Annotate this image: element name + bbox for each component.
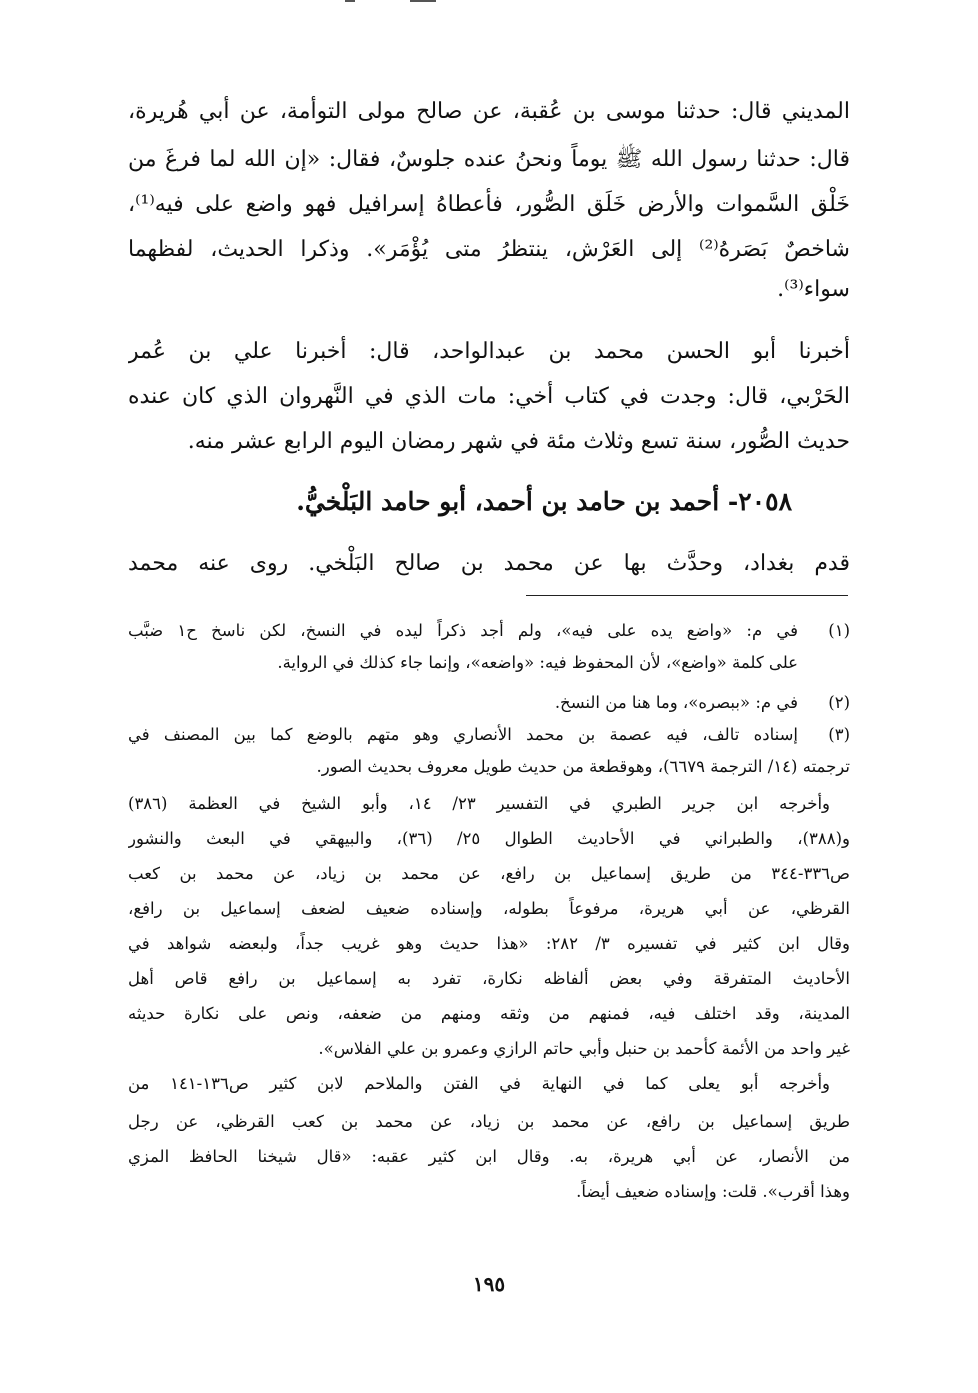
- footnote-line: [128, 998, 850, 1030]
- footnote-line: [128, 687, 850, 719]
- footnote-line: [128, 1176, 850, 1208]
- footnote-line: [128, 1033, 850, 1065]
- footnote-line: [128, 647, 850, 679]
- footnote-text: على كلمة «واضع»، لأن المحفوظ فيه: «واضعه»، وإنما جاء كذلك في الرواية.: [277, 653, 798, 672]
- footnote-text: ترجمته (١٤/ الترجمة ٦٦٧٩)، وهوقطعة من حديث طويل معروف بحديث الصور.: [316, 757, 850, 776]
- footnote-text: وأخرجه أبو يعلى كما في النهاية في الفتن والملاحم لابن كثير ص١٣٦-١٤١ من: [128, 1074, 830, 1093]
- scan-mark: [345, 0, 355, 2]
- footnote-line: [128, 615, 850, 647]
- footnote-text: وهذا أقرب». قلت: وإسناده ضعيف أيضاً.: [576, 1182, 850, 1201]
- footnote-line: [128, 858, 850, 890]
- footnote-text: المدينة، وقد اختلف فيه، فمنهم من وثقه ومنهم من ضعفه، ونص على نكارة حديثه: [128, 1004, 850, 1023]
- footnote-text: غير واحد من الأئمة كأحمد بن حنبل وأبي حاتم الرازي وعمرو بن علي الفلاس».: [318, 1039, 850, 1058]
- main-text-line: سواء⁽³⁾.: [777, 277, 850, 302]
- footnote-line: [128, 1141, 850, 1173]
- footnote-separator: [526, 595, 848, 596]
- footnote-line: [128, 823, 850, 855]
- footnote-line: [128, 893, 850, 925]
- main-text-line: الحَرْبي، قال: وجدت في كتاب أخي: مات الذي في النَّهروان الذي كان عنده: [128, 384, 850, 409]
- main-text-line: قدم بغداد، وحدَّث بها عن محمد بن صالح البَلْخي. روى عنه محمد: [128, 551, 850, 576]
- footnote-text: في م: «ببصره»، وما هنا من النسخ.: [554, 693, 798, 712]
- footnote-line: [128, 788, 850, 820]
- footnote-line: [128, 928, 850, 960]
- footnote-text: إسناده تالف، فيه عصمة بن محمد الأنصاري وهو متهم بالوضع كما بين المصنف في: [128, 725, 798, 744]
- footnote-line: [128, 751, 850, 783]
- footnote-marker: (٢): [828, 693, 850, 712]
- footnote-text: وأخرجه ابن جرير الطبري في التفسير ٢٣/ ١٤، وأبو الشيخ في العظمة (٣٨٦): [128, 794, 830, 813]
- scan-mark: [410, 0, 436, 2]
- main-text-line: قال: حدثنا رسول الله ﷺ يوماً ونحنُ عنده جلوسٌ، فقال: «إن الله لما فرغَ من: [128, 147, 850, 172]
- page-number: ١٩٥: [472, 1272, 506, 1296]
- main-text-line: المديني قال: حدثنا موسى بن عُقبة، عن صالح مولى التوأمة، عن أبي هُريرة،: [128, 99, 850, 124]
- footnote-text: و(٣٨٨)، والطبراني في الأحاديث الطوال ٢٥/ (٣٦)، والبيهقي في البعث والنشور: [128, 829, 850, 848]
- footnote-text: ص٣٣٦-٣٤٤ من طريق إسماعيل بن رافع، عن محمد بن زياد، عن محمد بن كعب: [128, 864, 850, 883]
- footnote-marker: (٣): [828, 725, 850, 744]
- main-text-line: حديث الصُّور، سنة تسع وثلاث مئة في شهر رمضان اليوم الرابع عشر منه.: [187, 429, 850, 454]
- footnote-text: في م: «واضع يده على فيه»، ولم أجد ذكراً ليده في النسخ، لكن ناسخ ح١ ضبَّب: [128, 621, 798, 640]
- footnote-line: [128, 719, 850, 751]
- main-text-line: خَلْق السَّموات والأرض خَلَق الصُّور، فأعطاهُ إسرافيل فهو واضع على فيه⁽¹⁾،: [128, 192, 850, 217]
- entry-heading: ٢٠٥٨- أحمد بن حامد بن أحمد، أبو حامد البَلْخيُّ.: [296, 487, 792, 516]
- footnote-text: القرظي، عن أبي هريرة، مرفوعاً بطوله، وإسناده ضعيف لضعف إسماعيل بن رافع،: [128, 899, 850, 918]
- main-text-line: أخبرنا أبو الحسن محمد بن عبدالواحد، قال: أخبرنا علي بن عُمر: [128, 339, 850, 364]
- footnote-line: [128, 963, 850, 995]
- footnote-marker: (١): [828, 621, 850, 640]
- footnote-text: طريق إسماعيل بن رافع، عن محمد بن زياد، عن محمد بن كعب القرظي، عن رجل: [128, 1112, 850, 1131]
- footnote-text: الأحاديث المتفرقة وفي بعض ألفاظه نكارة، تفرد به إسماعيل بن رافع قاص أهل: [128, 969, 850, 988]
- footnote-text: من الأنصار، عن أبي هريرة، به. وقال ابن كثير عقبه: «قال شيخنا الحافظ المزي: [128, 1147, 850, 1166]
- footnote-line: [128, 1068, 850, 1100]
- footnote-line: [128, 1106, 850, 1138]
- main-text-line: شاخصٌ بَصَرهُ⁽²⁾ إلى العَرْش، ينتظرُ متى يُؤْمَر». وذكرا الحديث، لفظهما: [128, 237, 850, 262]
- footnote-text: وقال ابن كثير في تفسيره ٣/ ٢٨٢: «هذا حديث وهو غريب جداً، ولبعضه شواهد في: [128, 934, 850, 953]
